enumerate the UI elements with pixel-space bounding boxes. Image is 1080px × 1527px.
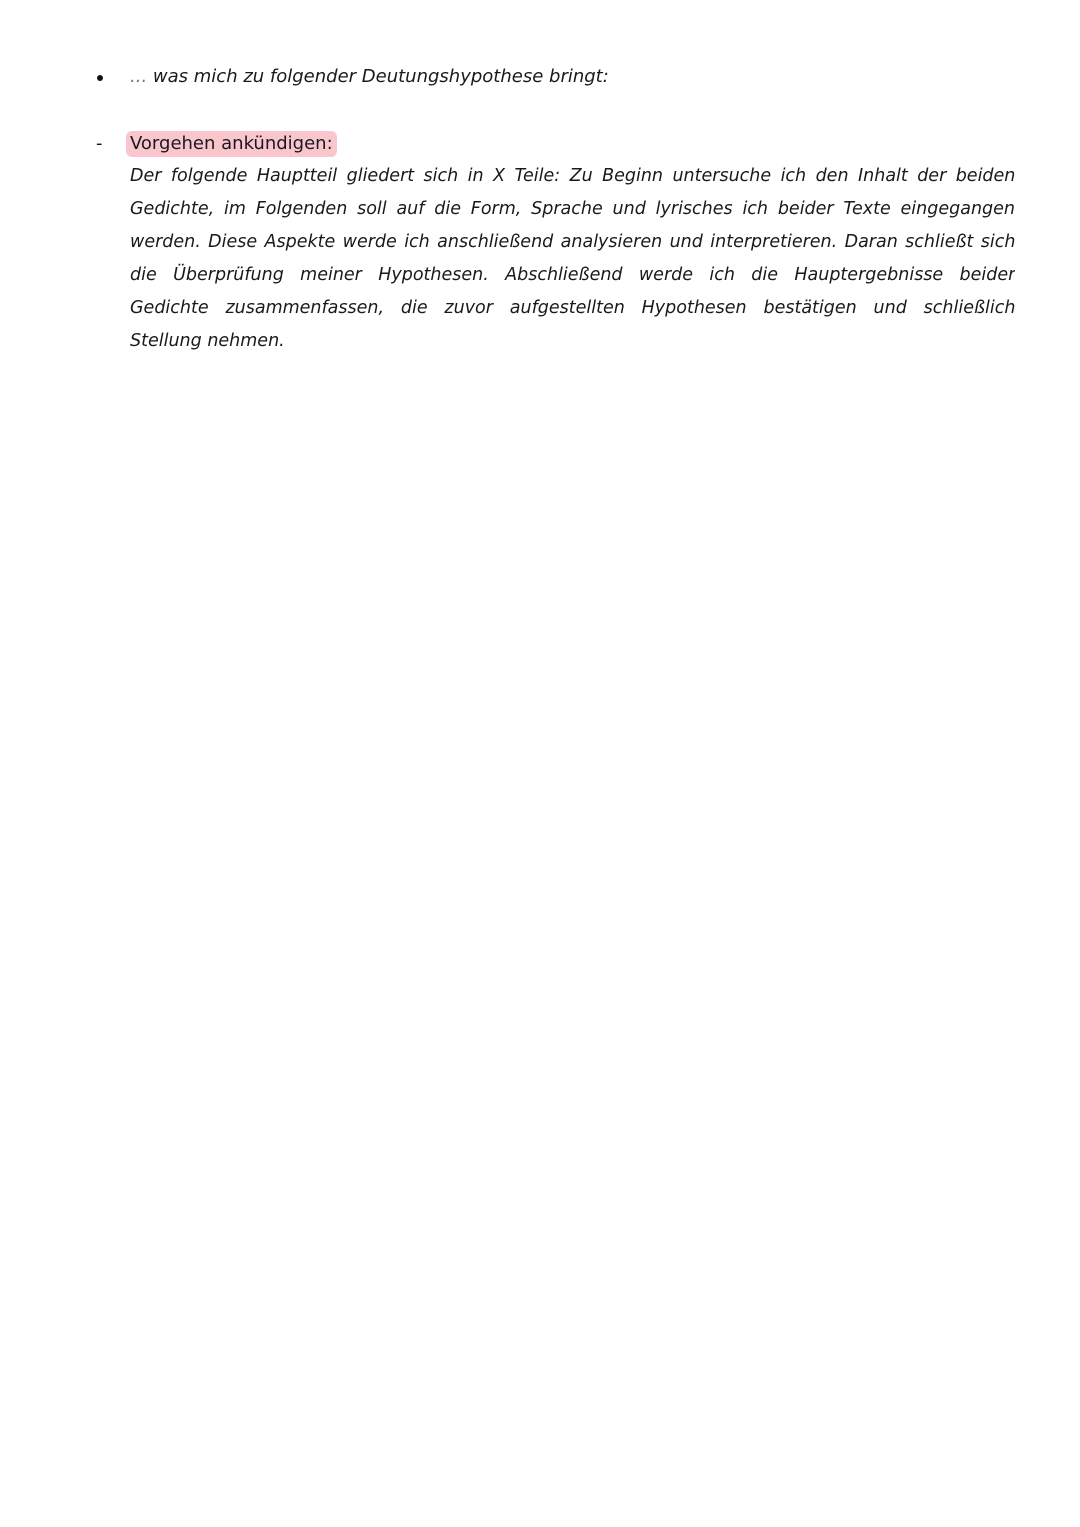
paragraph-line: Gedichte, im Folgenden soll auf die Form, Sprache und lyrisches ich beider Texte eingegangen [130, 199, 1015, 219]
section-paragraph [130, 160, 1015, 358]
paragraph-line: die Überprüfung meiner Hypothesen. Abschließend werde ich die Hauptergebnisse beider [130, 265, 1015, 285]
ellipsis: ... [130, 66, 148, 87]
section-heading: Vorgehen ankündigen: [126, 131, 337, 157]
dash-marker: - [96, 133, 103, 154]
paragraph-line: werden. Diese Aspekte werde ich anschließend analysieren und interpretieren. Daran schließt sich [130, 232, 1015, 252]
bullet-line: was mich zu folgender Deutungshypothese bringt: [152, 66, 609, 87]
paragraph-line: Der folgende Hauptteil gliedert sich in X Teile: Zu Beginn untersuche ich den Inhalt der beiden [130, 166, 1015, 186]
bullet-text [130, 65, 609, 89]
paragraph-line: Gedichte zusammenfassen, die zuvor aufgestellten Hypothesen bestätigen und schließlich [130, 298, 1015, 318]
paragraph-line: Stellung nehmen. [130, 331, 285, 351]
bullet-dot [97, 75, 103, 81]
